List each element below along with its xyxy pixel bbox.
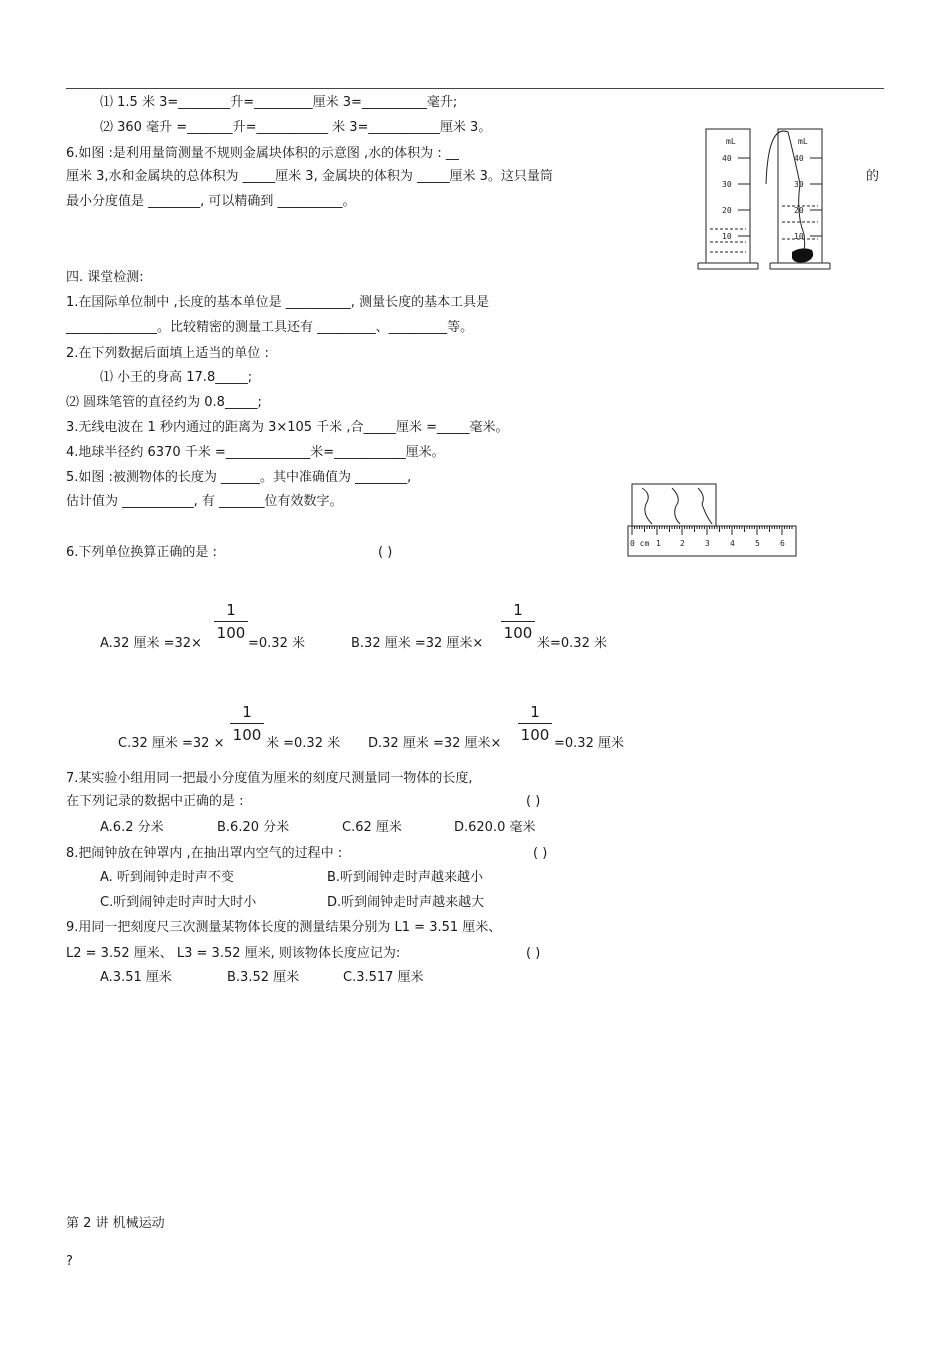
text-line: L2 = 3.52 厘米、 L3 = 3.52 厘米, 则该物体长度应记为: xyxy=(66,946,401,961)
option: A.6.2 分米 xyxy=(100,820,164,835)
answer-paren: ( ) xyxy=(378,545,393,560)
fraction: 1 100 xyxy=(230,703,264,744)
option-c-tail: 米 =0.32 米 xyxy=(266,736,341,751)
text-line: 厘米 3,水和金属块的总体积为 _____厘米 3, 金属块的体积为 _____厘米 3。这只量筒 xyxy=(66,169,553,184)
chapter-heading: 第 2 讲 机械运动 xyxy=(66,1216,165,1231)
section-heading: 四. 课堂检测: xyxy=(66,270,144,285)
text-line: ______________。比较精密的测量工具还有 _________、_________等。 xyxy=(66,320,474,335)
cylinder-figure xyxy=(696,124,836,274)
option-a-tail: =0.32 米 xyxy=(248,636,305,651)
option: B.6.20 分米 xyxy=(217,820,290,835)
text-line: ⑵ 圆珠笔管的直径约为 0.8_____; xyxy=(66,395,262,410)
text-line: 3.无线电波在 1 秒内通过的距离为 3×105 千米 ,合_____厘米 =_____毫米。 xyxy=(66,420,509,435)
ruler-label: 5 xyxy=(755,539,760,548)
top-rule xyxy=(66,88,884,89)
option-d-tail: =0.32 厘米 xyxy=(554,736,624,751)
option-b-tail: 米=0.32 米 xyxy=(537,636,607,651)
option: C.3.517 厘米 xyxy=(343,970,424,985)
text-line: 4.地球半径约 6370 千米 =_____________米=___________厘米。 xyxy=(66,445,445,460)
ruler-label: 1 xyxy=(656,539,661,548)
option: C.62 厘米 xyxy=(342,820,402,835)
tick-label: 10 xyxy=(722,232,732,241)
ruler-label: 0 cm xyxy=(630,539,650,548)
tick-label: 30 xyxy=(722,180,732,189)
question-6b: 6.下列单位换算正确的是 : xyxy=(66,545,217,560)
unit-label: mL xyxy=(798,137,808,146)
cylinder-right xyxy=(778,129,822,263)
option-a: A.32 厘米 =32× xyxy=(100,636,202,651)
option: D.听到闹钟走时声越来越大 xyxy=(327,895,485,910)
tick-label: 30 xyxy=(794,180,804,189)
text-line: ⑴ 小王的身高 17.8_____; xyxy=(100,370,253,385)
option: D.620.0 毫米 xyxy=(454,820,536,835)
option-b: B.32 厘米 =32 厘米× xyxy=(351,636,484,651)
answer-paren: ( ) xyxy=(526,946,541,961)
ruler-label: 2 xyxy=(680,539,685,548)
option: B.3.52 厘米 xyxy=(227,970,300,985)
text-line: 的 xyxy=(866,169,880,184)
question-9: 9.用同一把刻度尺三次测量某物体长度的测量结果分别为 L1 = 3.51 厘米、 xyxy=(66,920,502,935)
option: B.听到闹钟走时声越来越小 xyxy=(327,870,484,885)
tick-label: 40 xyxy=(722,154,732,163)
ruler-label: 4 xyxy=(730,539,735,548)
tick-label: 20 xyxy=(794,206,804,215)
ruler xyxy=(628,526,796,556)
text-line: 5.如图 :被测物体的长度为 ______。其中准确值为 ________, xyxy=(66,470,412,485)
tick-label: 40 xyxy=(794,154,804,163)
text-line: 估计值为 ___________, 有 _______位有效数字。 xyxy=(66,494,343,509)
fraction: 1 100 xyxy=(214,601,248,642)
text-line: 2.在下列数据后面填上适当的单位 : xyxy=(66,346,269,361)
text-line: ⑵ 360 毫升 =_______升=___________ 米 3=___________厘米 3。 xyxy=(100,120,492,135)
ruler-label: 3 xyxy=(705,539,710,548)
text-line: ? xyxy=(66,1254,73,1269)
option-d: D.32 厘米 =32 厘米× xyxy=(368,736,502,751)
text-line: ⑴ 1.5 米 3=________升=_________厘米 3=__________毫升; xyxy=(100,95,458,110)
text-line: 在下列记录的数据中正确的是 : xyxy=(66,794,244,809)
tick-label: 10 xyxy=(794,232,804,241)
question-7: 7.某实验小组用同一把最小分度值为厘米的刻度尺测量同一物体的长度, xyxy=(66,771,473,786)
option-c: C.32 厘米 =32 × xyxy=(118,736,225,751)
ruler-label: 6 xyxy=(780,539,785,548)
answer-paren: ( ) xyxy=(533,846,548,861)
tick-label: 20 xyxy=(722,206,732,215)
ruler-figure xyxy=(626,480,798,560)
option: A. 听到闹钟走时声不变 xyxy=(100,870,234,885)
option: A.3.51 厘米 xyxy=(100,970,172,985)
fraction: 1 100 xyxy=(501,601,535,642)
fraction: 1 100 xyxy=(518,703,552,744)
option: C.听到闹钟走时声时大时小 xyxy=(100,895,257,910)
cylinder-left xyxy=(706,129,750,263)
answer-paren: ( ) xyxy=(526,794,541,809)
question-6: 6.如图 :是利用量筒测量不规则金属块体积的示意图 ,水的体积为 : __ xyxy=(66,146,459,161)
question-8: 8.把闹钟放在钟罩内 ,在抽出罩内空气的过程中 : xyxy=(66,846,343,861)
text-line: 最小分度值是 ________, 可以精确到 __________。 xyxy=(66,194,356,209)
metal-block xyxy=(792,248,813,262)
text-line: 1.在国际单位制中 ,长度的基本单位是 __________, 测量长度的基本工具是 xyxy=(66,295,490,310)
unit-label: mL xyxy=(726,137,736,146)
